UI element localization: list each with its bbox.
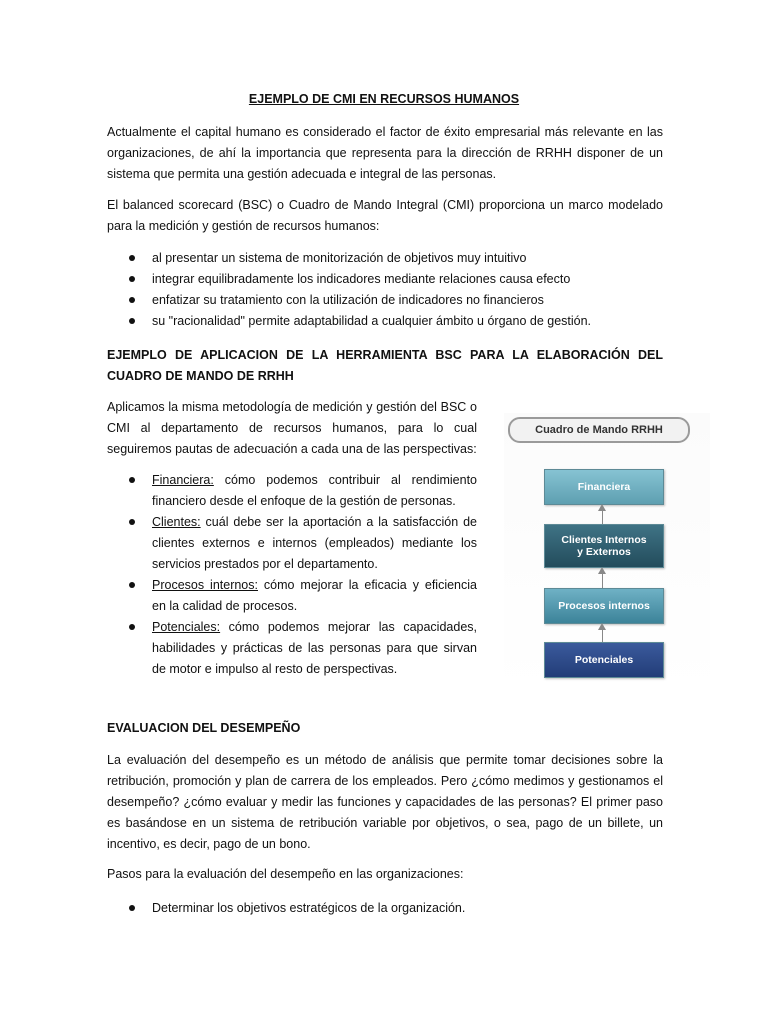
- section3-heading: EVALUACION DEL DESEMPEÑO: [107, 721, 301, 735]
- perspective-term: Potenciales:: [152, 620, 221, 634]
- steps-intro: Pasos para la evaluación del desempeño en las organizaciones:: [107, 867, 464, 881]
- list-item: [107, 269, 663, 290]
- bullet-text: integrar equilibradamente los indicadores mediante relaciones causa efecto: [152, 272, 571, 286]
- list-item: [107, 617, 477, 680]
- perspective-term: Clientes:: [152, 515, 201, 529]
- diagram-box-clientes: Clientes Internos y Externos: [544, 524, 664, 568]
- bullet-dot-icon: [129, 905, 135, 911]
- bullet-text: su "racionalidad" permite adaptabilidad a cualquier ámbito u órgano de gestión.: [152, 314, 592, 328]
- steps-bullet-list: [107, 898, 663, 919]
- list-item: [107, 470, 477, 512]
- diagram-box-procesos: Procesos internos: [544, 588, 664, 624]
- list-item: [107, 311, 663, 332]
- bullet-text: Determinar los objetivos estratégicos de la organización.: [152, 901, 466, 915]
- document-title: EJEMPLO DE CMI EN RECURSOS HUMANOS: [248, 92, 520, 106]
- arrow-line: [602, 510, 603, 524]
- bsc-paragraph: El balanced scorecard (BSC) o Cuadro de Mando Integral (CMI) proporciona un marco modelado para la medición y gestión de recursos humanos:: [107, 198, 663, 233]
- list-item: [107, 575, 477, 617]
- bullet-dot-icon: [129, 519, 135, 525]
- perspective-text: cómo podemos contribuir al rendimiento financiero desde el enfoque de la gestión de personas.: [152, 473, 477, 508]
- section3-paragraph: La evaluación del desempeño es un método de análisis que permite tomar decisiones sobre la retribución, promoción y plan de carrera de los empleados. Pero ¿cómo medimos y gestionamos el desempeño? ¿cómo evaluar y medir las funciones y capacidades de las personas? El primer paso es basándose en un sistema de retribución variable por objetivos, o sea, pago de un billete, un incentivo, es decir, pago de un bono.: [107, 753, 663, 851]
- cmi-rrhh-diagram: [504, 413, 710, 695]
- perspective-text: cómo podemos mejorar las capacidades, habilidades y prácticas de las personas para que sirvan de motor e impulso al resto de perspectivas.: [152, 620, 477, 676]
- list-item: [107, 512, 477, 575]
- arrow-line: [602, 629, 603, 642]
- section2-heading: EJEMPLO DE APLICACION DE LA HERRAMIENTA BSC PARA LA ELABORACIÓN DEL CUADRO DE MANDO DE RRHH: [107, 348, 663, 383]
- perspective-text: cuál debe ser la aportación a la satisfacción de clientes externos e internos (empleados) mediante los servicios prestados por el departamento.: [152, 515, 477, 571]
- bullet-dot-icon: [129, 255, 135, 261]
- bullet-dot-icon: [129, 318, 135, 324]
- section2-paragraph: Aplicamos la misma metodología de medición y gestión del BSC o CMI al departamento de recursos humanos, para lo cual seguiremos pautas de adecuación a cada una de las perspectivas:: [107, 400, 477, 456]
- perspective-term: Financiera:: [152, 473, 214, 487]
- perspective-term: Procesos internos:: [152, 578, 258, 592]
- diagram-header: Cuadro de Mando RRHH: [508, 417, 690, 443]
- intro-paragraph: Actualmente el capital humano es considerado el factor de éxito empresarial más relevante en las organizaciones, de ahí la importancia que representa para la dirección de RRHH disponer de un sistema que permita una gestión adecuada e integral de las personas.: [107, 125, 663, 181]
- bullet-text: al presentar un sistema de monitorización de objetivos muy intuitivo: [152, 251, 527, 265]
- diagram-box-potenciales: Potenciales: [544, 642, 664, 678]
- arrow-line: [602, 573, 603, 588]
- bullet-dot-icon: [129, 477, 135, 483]
- list-item: [107, 290, 663, 311]
- bsc-bullet-list: [107, 248, 663, 332]
- perspectives-list: [107, 470, 477, 680]
- bullet-dot-icon: [129, 297, 135, 303]
- list-item: [107, 898, 663, 919]
- bullet-dot-icon: [129, 582, 135, 588]
- perspective-text: cómo mejorar la eficacia y eficiencia en la calidad de procesos.: [152, 578, 477, 613]
- bullet-dot-icon: [129, 624, 135, 630]
- bullet-dot-icon: [129, 276, 135, 282]
- bullet-text: enfatizar su tratamiento con la utilización de indicadores no financieros: [152, 293, 544, 307]
- diagram-box-financiera: Financiera: [544, 469, 664, 505]
- list-item: [107, 248, 663, 269]
